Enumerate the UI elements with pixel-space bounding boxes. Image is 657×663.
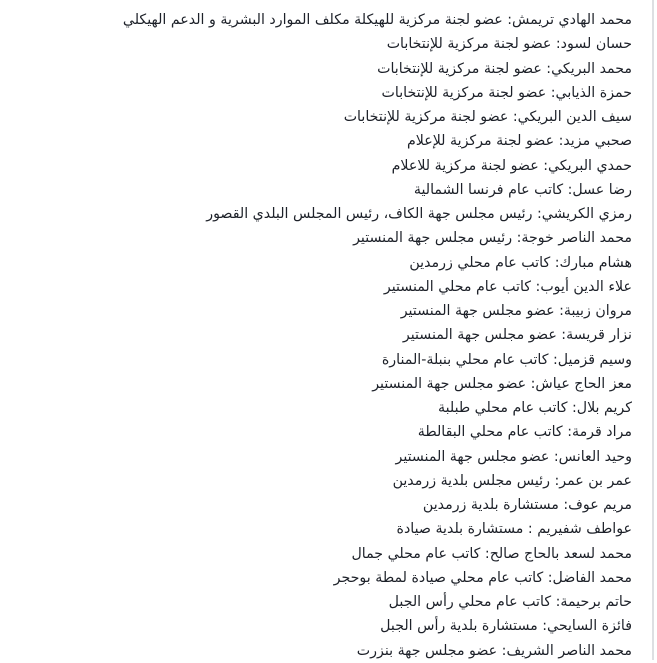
post-line: حسان لسود: عضو لجنة مركزية للإنتخابات (386, 36, 632, 53)
post-line: فائزة السايحي: مستشارة بلدية رأس الجبل (380, 618, 632, 635)
post-line: محمد الهادي تريمش: عضو لجنة مركزية للهيكلة مكلف الموارد البشرية و الدعم الهيكلي (122, 12, 632, 28)
post-line: هشام مبارك: كاتب عام محلي زرمدين (409, 254, 632, 271)
post-line: وسيم قزميل: كاتب عام محلي بنبلة-المنارة (381, 351, 632, 368)
post-line: رضا عسل: كاتب عام فرنسا الشمالية (413, 181, 632, 198)
post-line: محمد الناصر خوجة: رئيس مجلس جهة المنستير (353, 230, 632, 247)
post-line: عواطف شفيريم : مستشارة بلدية صيادة (396, 521, 632, 538)
post-line: سيف الدين البريكي: عضو لجنة مركزية للإنتخابات (343, 109, 632, 125)
post-line: معز الحاج عياش: عضو مجلس جهة المنستير (372, 375, 632, 392)
post-line: نزار قريسة: عضو مجلس جهة المنستير (402, 327, 632, 344)
post-line: وحيد العانس: عضو مجلس جهة المنستير (395, 448, 632, 465)
post-line: محمد البريكي: عضو لجنة مركزية للإنتخابات (377, 60, 632, 77)
post-text (32, 8, 632, 663)
post-line: كريم بلال: كاتب عام محلي طبلبة (438, 400, 632, 416)
post-line: حمزة الذيابي: عضو لجنة مركزية للإنتخابات (381, 84, 632, 101)
post-line: حاتم برحيمة: كاتب عام محلي رأس الجبل (388, 594, 632, 610)
post-line: محمد الفاضل: كاتب عام محلي صيادة لمطة بوحجر (333, 569, 632, 586)
post-line: حمدي البريكي: عضو لجنة مركزية للاعلام (391, 157, 632, 174)
post-line: عمر بن عمر: رئيس مجلس بلدية زرمدين (392, 472, 632, 489)
post-line: محمد لسعد بالحاج صالح: كاتب عام محلي جمال (351, 545, 632, 562)
post-line: مريم عوف: مستشارة بلدية زرمدين (422, 497, 632, 513)
post-line: رمزي الكريشي: رئيس مجلس جهة الكاف، رئيس المجلس البلدي القصور (206, 206, 632, 222)
post-line: محمد الناصر الشريف: عضو مجلس جهة بنزرت (356, 642, 632, 659)
post-line: علاء الدين أيوب: كاتب عام محلي المنستير (383, 278, 632, 295)
post-line: صحبي مزيد: عضو لجنة مركزية للإعلام (407, 133, 632, 150)
post-line: مراد قرمة: كاتب عام محلي البقالطة (417, 424, 632, 441)
post-line: مروان زبيبة: عضو مجلس جهة المنستير (400, 303, 632, 319)
